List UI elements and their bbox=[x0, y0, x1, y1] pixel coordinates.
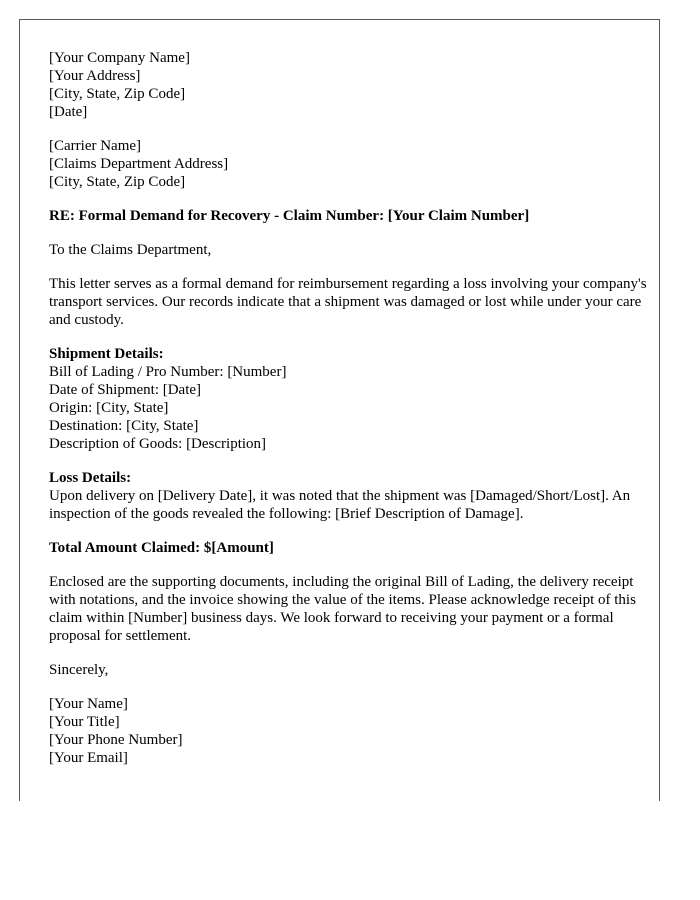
letter-body bbox=[49, 49, 649, 783]
letter-page bbox=[19, 19, 660, 801]
enclosures-paragraph: Enclosed are the supporting documents, including the original Bill of Lading, the delivery receipt with notations, and the invoice showing the value of the items. Please acknowledge receipt of this claim within [Number] business days. We look forward to receiving your payment or a formal proposal for settlement. bbox=[49, 574, 636, 644]
recipient-block bbox=[49, 137, 649, 191]
closing-block bbox=[49, 661, 649, 679]
description-of-goods-line: Description of Goods: [Description] bbox=[49, 436, 267, 452]
sender-block bbox=[49, 49, 649, 121]
loss-details-heading: Loss Details: bbox=[49, 470, 132, 486]
sender-company: [Your Company Name] bbox=[49, 50, 190, 66]
bill-of-lading-line: Bill of Lading / Pro Number: [Number] bbox=[49, 364, 287, 380]
sender-address: [Your Address] bbox=[49, 68, 141, 84]
destination-line: Destination: [City, State] bbox=[49, 418, 199, 434]
salutation-block bbox=[49, 241, 649, 259]
recipient-name: [Carrier Name] bbox=[49, 138, 142, 154]
signature-phone: [Your Phone Number] bbox=[49, 732, 183, 748]
subject-line-block bbox=[49, 207, 649, 225]
recipient-city-state-zip: [City, State, Zip Code] bbox=[49, 174, 186, 190]
shipment-details-block bbox=[49, 345, 649, 453]
date-of-shipment-line: Date of Shipment: [Date] bbox=[49, 382, 202, 398]
sender-city-state-zip: [City, State, Zip Code] bbox=[49, 86, 186, 102]
letter-date: [Date] bbox=[49, 104, 88, 120]
closing: Sincerely, bbox=[49, 662, 109, 678]
signature-name: [Your Name] bbox=[49, 696, 128, 712]
loss-details-text: Upon delivery on [Delivery Date], it was noted that the shipment was [Damaged/Short/Lost]. An inspection of the goods revealed the following: [Brief Description of Damage]. bbox=[49, 488, 631, 522]
enclosures-paragraph-block bbox=[49, 573, 649, 645]
salutation: To the Claims Department, bbox=[49, 242, 212, 258]
origin-line: Origin: [City, State] bbox=[49, 400, 169, 416]
total-amount-claimed: Total Amount Claimed: $[Amount] bbox=[49, 540, 274, 556]
signature-title: [Your Title] bbox=[49, 714, 120, 730]
total-claimed-block bbox=[49, 539, 649, 557]
subject-line: RE: Formal Demand for Recovery - Claim Number: [Your Claim Number] bbox=[49, 208, 530, 224]
signature-block bbox=[49, 695, 649, 767]
intro-paragraph-block bbox=[49, 275, 649, 329]
shipment-details-heading: Shipment Details: bbox=[49, 346, 164, 362]
intro-paragraph: This letter serves as a formal demand for reimbursement regarding a loss involving your company's transport services. Our records indicate that a shipment was damaged or lost while under your care and custody. bbox=[49, 276, 647, 328]
loss-details-block bbox=[49, 469, 649, 523]
signature-email: [Your Email] bbox=[49, 750, 128, 766]
recipient-address: [Claims Department Address] bbox=[49, 156, 229, 172]
